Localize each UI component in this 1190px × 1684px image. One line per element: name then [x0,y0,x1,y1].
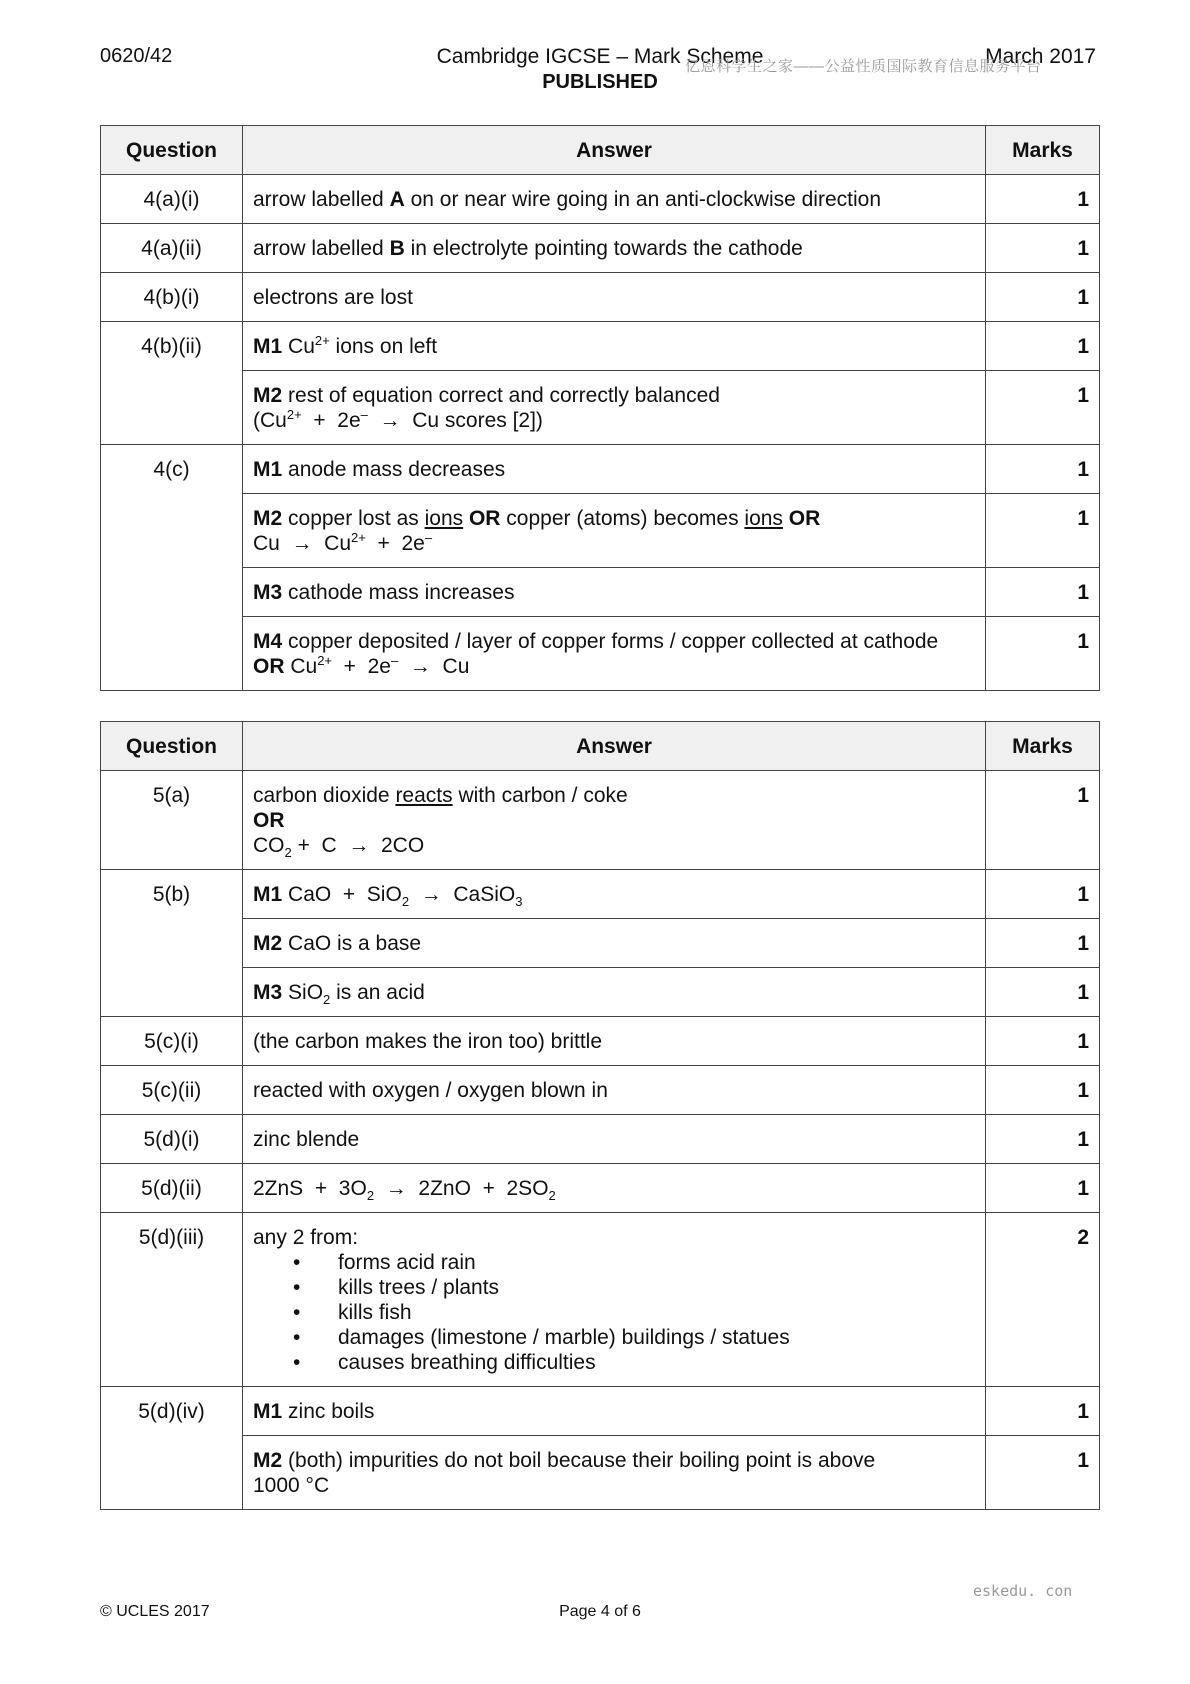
watermark-site: eskedu. con [973,1582,1073,1600]
copyright: © UCLES 2017 [100,1603,210,1620]
marks-cell: 1 [986,371,1100,445]
question-cell: 5(d)(ii) [101,1164,243,1213]
mark-point-label: M1 [253,883,283,906]
table-row [101,568,1100,617]
exam-date: March 2017 [985,45,1096,68]
equation-line [253,408,975,433]
equation-text: → 2ZnO + 2SO [374,1177,549,1200]
mark-scheme-table-q4 [100,125,1100,691]
question-cell: 4(b)(i) [101,273,243,322]
header-marks: Marks [986,126,1100,175]
answer-text: Cu [282,335,315,358]
mark-point-label: M3 [253,981,283,1004]
superscript: – [360,407,368,422]
list-item: • forms acid rain [293,1250,975,1275]
mark-point-label: M3 [253,581,283,604]
superscript: – [424,530,433,545]
answer-line [253,629,975,654]
mark-point-label: M2 [253,1449,283,1472]
equation-text: + 2e [365,532,425,555]
table-row [101,1164,1100,1213]
mark-scheme-table-q5 [100,721,1100,1510]
answer-cell [243,617,986,691]
marks-cell: 1 [986,273,1100,322]
answer-text: with carbon / coke [452,784,628,807]
table-row [101,1017,1100,1066]
answer-cell [243,322,986,371]
answer-text: (both) impurities do not boil because their boiling point is above [282,1449,876,1472]
superscript: 2+ [286,407,302,422]
answer-cell [243,870,986,919]
marks-cell: 1 [986,1066,1100,1115]
question-cell: 4(c) [101,445,243,691]
marks-cell: 1 [986,1387,1100,1436]
answer-text: ions on left [329,335,438,358]
superscript: 2+ [314,333,330,348]
answer-text: copper deposited / layer of copper forms / copper collected at cathode [282,630,939,653]
equation-line [253,654,975,679]
equation-text: 2ZnS + 3O [253,1177,367,1200]
equation-text: + 2e [332,655,391,678]
table-header-row [101,126,1100,175]
table-row [101,1436,1100,1510]
equation-line [253,833,975,861]
answer-cell [243,1387,986,1436]
answer-cell [243,371,986,445]
marks-cell: 1 [986,1164,1100,1213]
table-row [101,445,1100,494]
mark-point-label: M2 [253,932,283,955]
table-row [101,617,1100,691]
question-cell: 5(d)(iv) [101,1387,243,1510]
marks-cell: 1 [986,617,1100,691]
marks-cell: 1 [986,771,1100,870]
subscript: 2 [401,894,410,910]
answer-line [253,383,975,408]
answer-bold: B [389,237,405,260]
marks-cell: 1 [986,322,1100,371]
answer-cell [243,175,986,224]
question-cell: 5(d)(i) [101,1115,243,1164]
subscript: 2 [323,992,331,1008]
underlined-text: reacts [395,784,453,807]
answer-text: copper (atoms) becomes [500,507,745,530]
equation-text: → Cu scores [2]) [367,409,543,432]
answer-text: SiO [282,981,324,1004]
list-item: • kills trees / plants [293,1275,975,1300]
answer-text: arrow labelled [253,237,390,260]
answer-text: carbon dioxide [253,784,396,807]
answer-text: is an acid [330,981,425,1004]
marks-cell: 1 [986,1436,1100,1510]
underlined-text: ions [424,507,464,530]
page-number: Page 4 of 6 [559,1603,641,1620]
table-row [101,322,1100,371]
table-row [101,968,1100,1017]
answer-cell [243,1213,986,1387]
equation-text: CaO + SiO [282,883,402,906]
table-row [101,870,1100,919]
or-keyword: OR [463,507,501,530]
equation-text: Cu [284,655,318,678]
equation-text: + 2e [301,409,361,432]
answer-intro: any 2 from: [253,1226,359,1249]
answer-text: copper lost as [282,507,425,530]
mark-point-label: M1 [253,1400,283,1423]
or-keyword: OR [253,809,285,832]
marks-cell: 1 [986,1017,1100,1066]
subscript: 3 [515,894,523,910]
header-question: Question [101,126,243,175]
header-marks: Marks [986,722,1100,771]
published-label: PUBLISHED [542,71,658,93]
answer-cell: electrons are lost [243,273,986,322]
answer-cell [243,445,986,494]
answer-line [253,1448,975,1473]
equation-text: CO [253,834,285,857]
table-row [101,175,1100,224]
header-question: Question [101,722,243,771]
answer-cell [243,968,986,1017]
paper-code: 0620/42 [100,45,173,67]
answer-text: on or near wire going in an anti-clockwise direction [404,188,881,211]
table-row [101,494,1100,568]
answer-text: anode mass decreases [282,458,506,481]
table-row [101,273,1100,322]
table-row [101,1213,1100,1387]
header-answer: Answer [243,126,986,175]
mark-point-label: M1 [253,335,283,358]
answer-bold: A [389,188,405,211]
mark-point-label: M2 [253,507,283,530]
marks-cell: 1 [986,870,1100,919]
or-keyword: OR [253,655,285,678]
answer-line: 1000 °C [253,1474,330,1497]
marks-cell: 1 [986,175,1100,224]
question-cell: 5(a) [101,771,243,870]
question-cell: 5(b) [101,870,243,1017]
marks-cell: 1 [986,445,1100,494]
table-row [101,1066,1100,1115]
answer-text: rest of equation correct and correctly balanced [282,384,720,407]
answer-text: zinc boils [282,1400,375,1423]
answer-text: arrow labelled [253,188,390,211]
marks-cell: 2 [986,1213,1100,1387]
marks-cell: 1 [986,919,1100,968]
table-row [101,771,1100,870]
header-answer: Answer [243,722,986,771]
answer-line [253,506,975,531]
subscript: 2 [366,1188,375,1204]
table-row [101,1387,1100,1436]
answer-cell [243,771,986,870]
subscript: 2 [284,845,292,861]
table-row [101,224,1100,273]
marks-cell: 1 [986,568,1100,617]
question-cell: 5(c)(i) [101,1017,243,1066]
answer-cell [243,1164,986,1213]
answer-cell: reacted with oxygen / oxygen blown in [243,1066,986,1115]
table-row [101,1115,1100,1164]
or-keyword: OR [782,507,821,530]
marks-cell: 1 [986,1115,1100,1164]
answer-cell [243,568,986,617]
marks-cell: 1 [986,494,1100,568]
superscript: 2+ [317,653,333,668]
equation-text: (Cu [253,409,287,432]
title-text: Cambridge IGCSE – Mark Scheme [436,45,764,68]
table-row [101,371,1100,445]
equation-text: + C → 2CO [291,834,425,857]
marks-cell: 1 [986,968,1100,1017]
mark-point-label: M2 [253,384,283,407]
equation-text: Cu → Cu [253,532,352,555]
answer-text: cathode mass increases [282,581,515,604]
answer-text: in electrolyte pointing towards the cathode [404,237,803,260]
answer-cell [243,224,986,273]
answer-cell [243,919,986,968]
question-cell: 5(c)(ii) [101,1066,243,1115]
question-cell: 4(b)(ii) [101,322,243,445]
answer-line [253,783,975,808]
equation-text: → Cu [398,655,470,678]
mark-point-label: M1 [253,458,283,481]
marks-cell: 1 [986,224,1100,273]
answer-cell: zinc blende [243,1115,986,1164]
question-cell: 4(a)(ii) [101,224,243,273]
bullet-list [253,1250,975,1375]
list-item: • causes breathing difficulties [293,1350,975,1375]
subscript: 2 [548,1188,556,1204]
equation-line [253,531,975,556]
underlined-text: ions [744,507,783,530]
equation-text: → CaSiO [409,883,516,906]
answer-cell [243,494,986,568]
table-row [101,919,1100,968]
mark-point-label: M4 [253,630,283,653]
superscript: 2+ [351,530,366,545]
answer-cell [243,1436,986,1510]
answer-text: CaO is a base [282,932,422,955]
list-item: • damages (limestone / marble) buildings / statues [293,1325,975,1350]
question-cell: 5(d)(iii) [101,1213,243,1387]
watermark-text: 亿恩科学生之家——公益性质国际教育信息服务平台 [685,58,1042,75]
answer-cell: (the carbon makes the iron too) brittle [243,1017,986,1066]
table-header-row [101,722,1100,771]
superscript: – [390,653,399,668]
list-item: • kills fish [293,1300,975,1325]
question-cell: 4(a)(i) [101,175,243,224]
